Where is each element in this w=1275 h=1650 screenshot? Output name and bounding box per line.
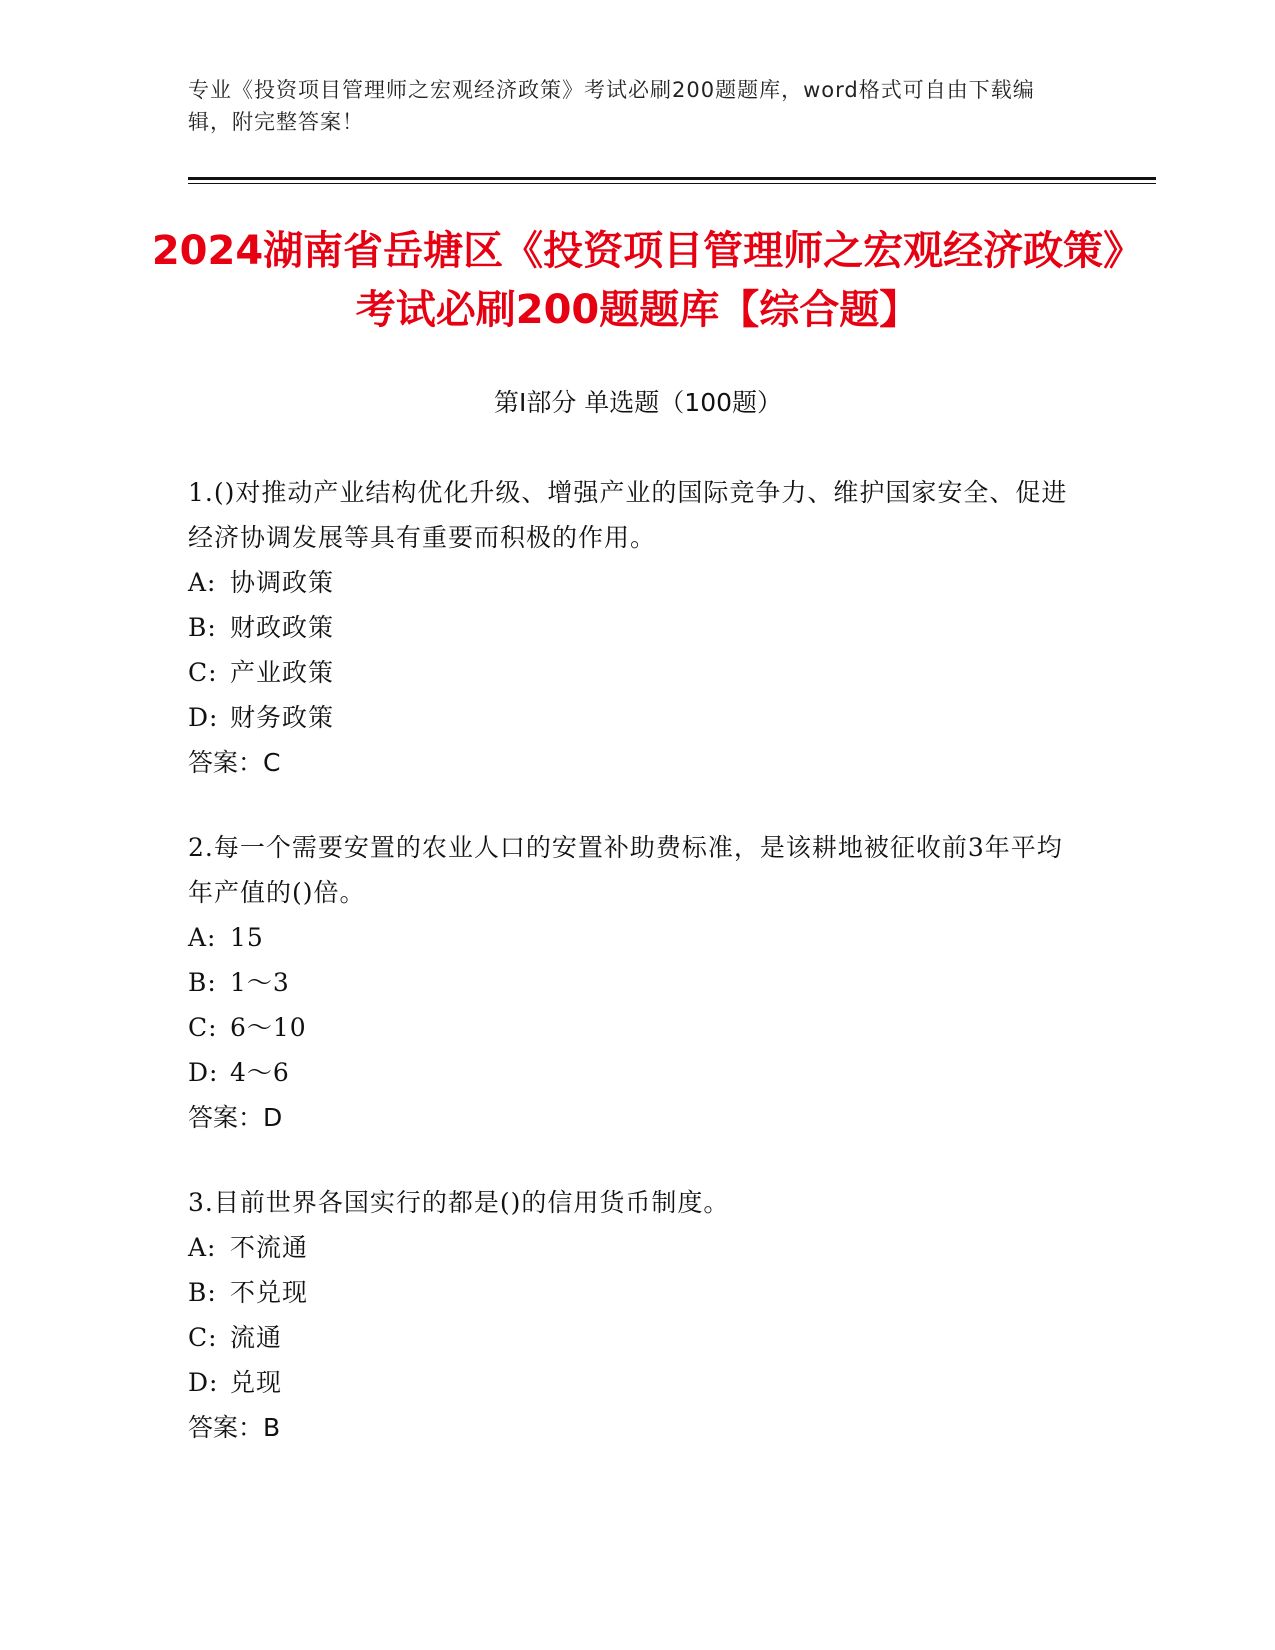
option-text: 15: [230, 923, 264, 952]
option-text: 兑现: [230, 1368, 283, 1397]
option-letter: D:: [188, 1368, 219, 1397]
option-c: [188, 1005, 1068, 1050]
option-d: [188, 695, 1068, 740]
option-letter: A:: [188, 923, 217, 952]
option-a: [188, 560, 1068, 605]
option-d: [188, 1360, 1068, 1405]
option-letter: D:: [188, 703, 219, 732]
question-3: [188, 1180, 1068, 1450]
option-d: [188, 1050, 1068, 1095]
option-letter: A:: [188, 1233, 217, 1262]
option-text: 1～3: [230, 968, 290, 997]
option-b: [188, 605, 1068, 650]
option-text: 不兑现: [230, 1278, 309, 1307]
option-text: 4～6: [230, 1058, 290, 1087]
answer-line: [188, 740, 1068, 785]
option-letter: C:: [188, 1323, 218, 1352]
question-list: [188, 470, 1068, 1490]
section-title: 第I部分 单选题（100题）: [493, 388, 783, 417]
option-letter: C:: [188, 658, 218, 687]
question-stem: 2.每一个需要安置的农业人口的安置补助费标准，是该耕地被征收前3年平均年产值的()倍。: [188, 833, 1063, 907]
question-1: [188, 470, 1068, 785]
question-2: [188, 825, 1068, 1140]
option-text: 协调政策: [230, 568, 335, 597]
answer-label: 答案：: [188, 1413, 264, 1442]
option-b: [188, 1270, 1068, 1315]
option-a: [188, 915, 1068, 960]
option-letter: D:: [188, 1058, 219, 1087]
header-note: 专业《投资项目管理师之宏观经济政策》考试必刷200题题库，word格式可自由下载编辑，附完整答案！: [188, 78, 1035, 134]
question-stem: 1.()对推动产业结构优化升级、增强产业的国际竞争力、维护国家安全、促进经济协调发展等具有重要而积极的作用。: [188, 478, 1068, 552]
option-text: 财务政策: [230, 703, 335, 732]
option-letter: C:: [188, 1013, 218, 1042]
answer-line: [188, 1405, 1068, 1450]
question-stem: 3.目前世界各国实行的都是()的信用货币制度。: [188, 1188, 730, 1217]
option-text: 财政政策: [230, 613, 335, 642]
option-c: [188, 650, 1068, 695]
header-rule-thin: [188, 183, 1156, 184]
option-text: 不流通: [230, 1233, 309, 1262]
option-letter: B:: [188, 968, 217, 997]
option-text: 流通: [230, 1323, 283, 1352]
answer-line: [188, 1095, 1068, 1140]
document-title: 2024湖南省岳塘区《投资项目管理师之宏观经济政策》考试必刷200题题库【综合题】: [151, 228, 1124, 333]
option-letter: A:: [188, 568, 217, 597]
option-text: 6～10: [230, 1013, 307, 1042]
option-letter: B:: [188, 613, 217, 642]
answer-value: D: [263, 1103, 283, 1132]
header-rule-thick: [188, 177, 1156, 180]
option-letter: B:: [188, 1278, 217, 1307]
option-c: [188, 1315, 1068, 1360]
option-text: 产业政策: [230, 658, 335, 687]
option-a: [188, 1225, 1068, 1270]
answer-value: B: [263, 1413, 281, 1442]
answer-label: 答案：: [188, 748, 264, 777]
option-b: [188, 960, 1068, 1005]
answer-label: 答案：: [188, 1103, 264, 1132]
answer-value: C: [263, 748, 281, 777]
